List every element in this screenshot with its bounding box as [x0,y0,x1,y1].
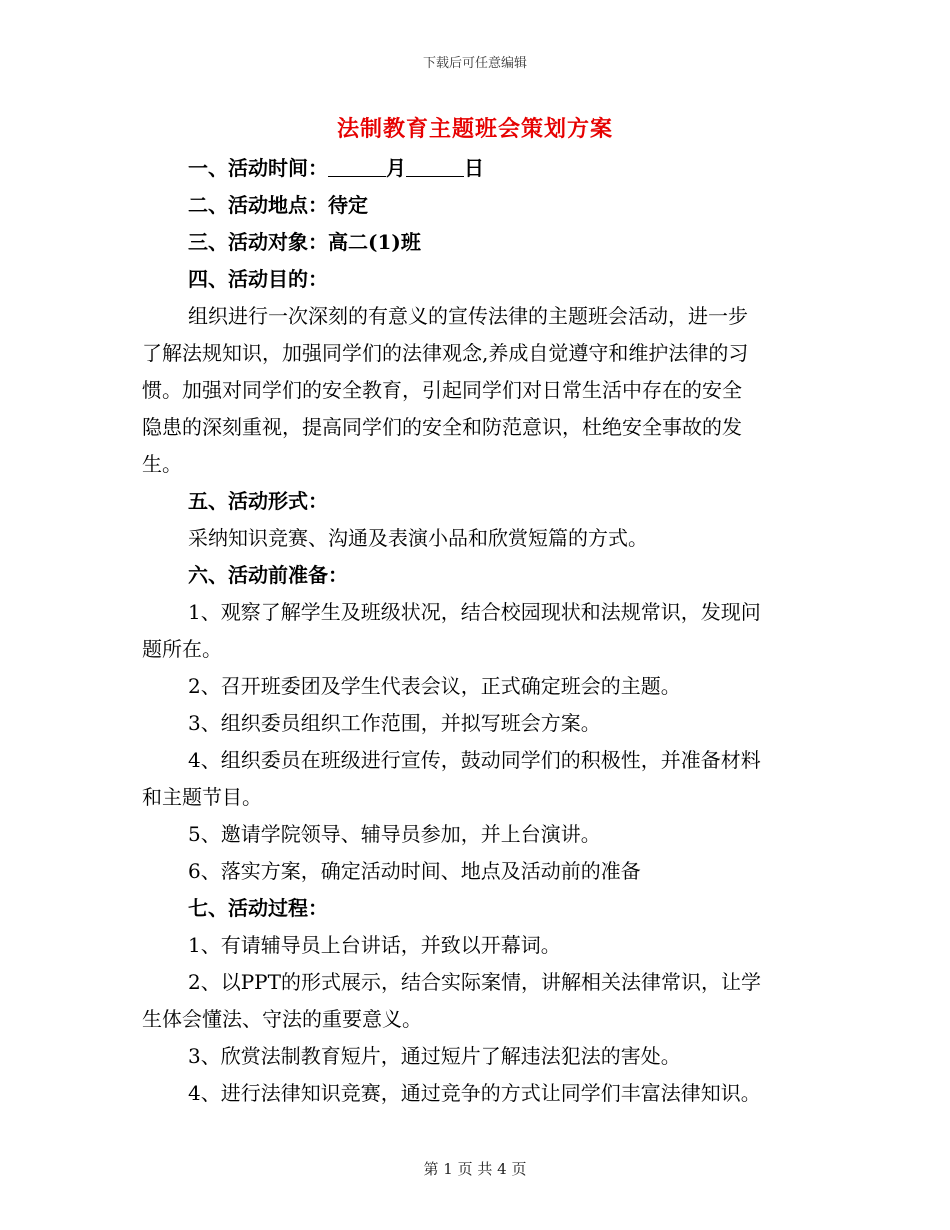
purpose-line: 了解法规知识，加强同学们的法律观念,养成自觉遵守和维护法律的习 [142,341,749,365]
section-form-heading: 五、活动形式： [188,489,328,513]
preparation-item-4-continued: 和主题节目。 [142,785,262,809]
preparation-item-4: 4、组织委员在班级进行宣传，鼓动同学们的积极性，并准备材料 [188,748,761,772]
day-label: 日 [464,156,484,180]
section-preparation-heading: 六、活动前准备： [188,563,348,587]
purpose-line: 组织进行一次深刻的有意义的宣传法律的主题班会活动，进一步 [188,304,748,328]
purpose-line: 隐患的深刻重视，提高同学们的安全和防范意识，杜绝安全事故的发 [142,415,742,439]
section-time [142,150,806,187]
preparation-item-5: 5、邀请学院领导、辅导员参加，并上台演讲。 [188,822,601,846]
preparation-item-1-continued: 题所在。 [142,637,222,661]
section-target: 三、活动对象：高二(1)班 [188,230,421,254]
document-body [142,150,806,1112]
section-time-label: 一、活动时间： [188,156,328,180]
month-blank [328,154,386,177]
process-item-2-continued: 生体会懂法、守法的重要意义。 [142,1007,422,1031]
document-title: 法制教育主题班会策划方案 [336,116,613,142]
preparation-item-6: 6、落实方案，确定活动时间、地点及活动前的准备 [188,859,641,883]
section-process-heading: 七、活动过程： [188,896,328,920]
section-place: 二、活动地点：待定 [188,193,368,217]
process-item-4: 4、进行法律知识竞赛，通过竞争的方式让同学们丰富法律知识。 [188,1081,761,1105]
purpose-line: 惯。加强对同学们的安全教育，引起同学们对日常生活中存在的安全 [142,378,742,402]
month-label: 月 [386,156,406,180]
page-number: 第 1 页 共 4 页 [423,1160,527,1178]
day-blank [406,154,464,177]
page-header-note: 下载后可任意编辑 [422,56,527,71]
form-text: 采纳知识竞赛、沟通及表演小品和欣赏短篇的方式。 [188,526,648,550]
process-item-1: 1、有请辅导员上台讲话，并致以开幕词。 [188,933,561,957]
process-item-2: 2、以PPT的形式展示，结合实际案情，讲解相关法律常识，让学 [188,970,761,994]
purpose-line: 生。 [142,452,182,476]
preparation-item-1: 1、观察了解学生及班级状况，结合校园现状和法规常识，发现问 [188,600,761,624]
section-purpose-heading: 四、活动目的： [188,267,328,291]
preparation-item-3: 3、组织委员组织工作范围，并拟写班会方案。 [188,711,601,735]
process-item-3: 3、欣赏法制教育短片，通过短片了解违法犯法的害处。 [188,1044,681,1068]
preparation-item-2: 2、召开班委团及学生代表会议，正式确定班会的主题。 [188,674,681,698]
